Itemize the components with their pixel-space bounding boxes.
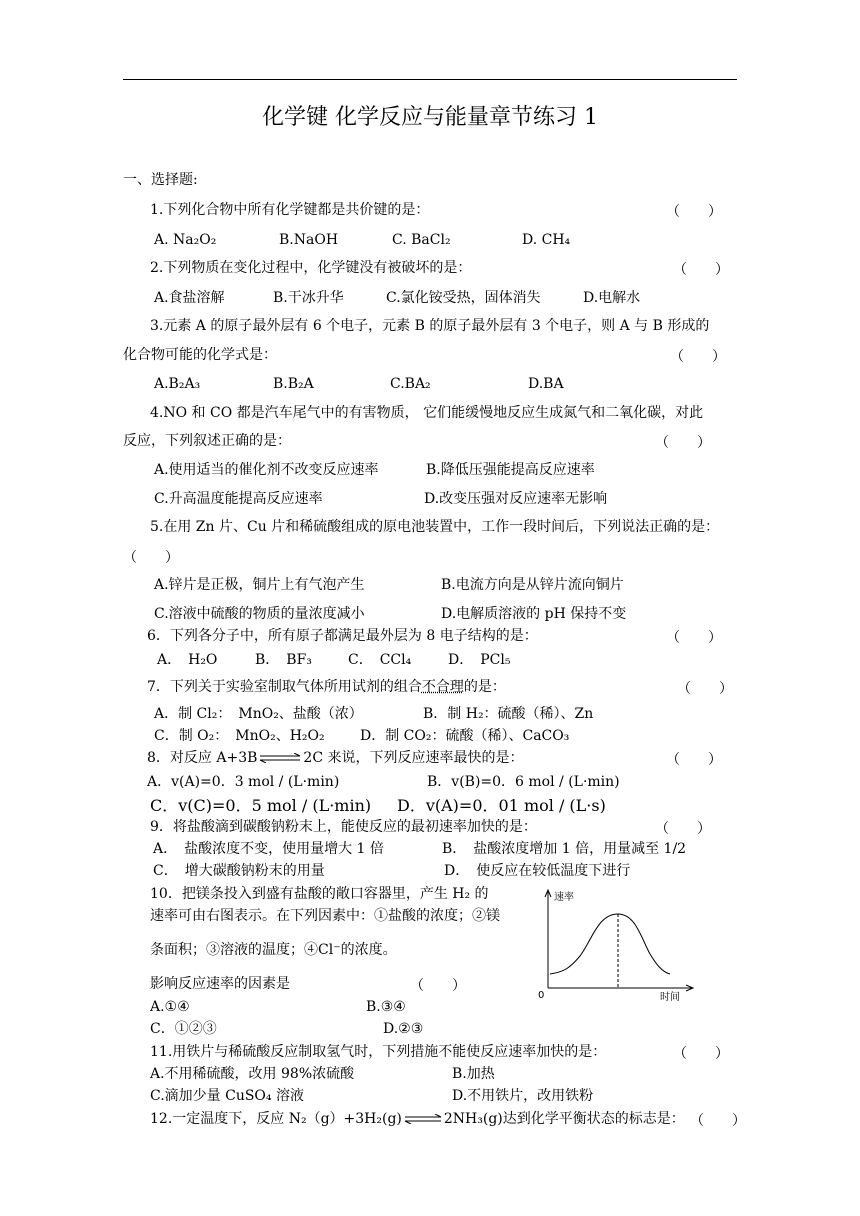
q1-stem: 1.下列化合物中所有化学键都是共价键的是： (150, 202, 430, 218)
q10-option-c[interactable]: C．①②③ (150, 1021, 217, 1037)
q6-answer-blank[interactable]: （ ） (666, 630, 722, 646)
q11-option-c[interactable]: C.滴加少量 CuSO₄ 溶液 (150, 1088, 304, 1104)
q5-answer-blank[interactable]: （ ） (123, 550, 179, 566)
q2-stem: 2.下列物质在变化过程中，化学键没有被破坏的是： (150, 260, 472, 276)
q2-answer-blank[interactable]: （ ） (673, 262, 729, 278)
q3-answer-blank[interactable]: （ ） (670, 349, 726, 365)
q10-answer-blank[interactable]: （ ） (410, 978, 466, 994)
q12-stem: 12.一定温度下，反应 N₂（g）+3H₂(g) 2NH₃(g)达到化学平衡状态的标志是： (150, 1111, 685, 1127)
q4-option-d[interactable]: D.改变压强对反应速率无影响 (424, 491, 608, 507)
q5-option-c[interactable]: C.溶液中硫酸的物质的量浓度减小 (154, 606, 365, 622)
q8-answer-blank[interactable]: （ ） (666, 752, 722, 768)
q4-stem-line2: 反应，下列叙述正确的是： (123, 433, 291, 449)
q8-stem: 8．对反应 A+3B 2C 来说，下列反应速率最快的是： (147, 750, 524, 766)
q5-option-a[interactable]: A.锌片是正极，铜片上有气泡产生 (154, 577, 365, 593)
q11-stem: 11.用铁片与稀硫酸反应制取氢气时，下列措施不能使反应速率加快的是： (150, 1044, 607, 1060)
q7-option-b[interactable]: B．制 H₂：硫酸（稀）、Zn (423, 706, 594, 722)
q1-option-c[interactable]: C. BaCl₂ (392, 232, 451, 248)
q7-answer-blank[interactable]: （ ） (677, 681, 733, 697)
q11-option-d[interactable]: D.不用铁片，改用铁粉 (452, 1088, 594, 1104)
page-title: 化学键 化学反应与能量章节练习 1 (262, 105, 598, 130)
q10-option-a[interactable]: A.①④ (150, 999, 190, 1015)
q7-option-a[interactable]: A．制 Cl₂： MnO₂、盐酸（浓） (154, 706, 363, 722)
q9-option-d[interactable]: D． 使反应在较低温度下进行 (444, 863, 631, 879)
q9-option-c[interactable]: C． 增大碳酸钠粉末的用量 (153, 863, 325, 879)
q10-stem-line1: 10．把镁条投入到盛有盐酸的敞口容器里，产生 H₂ 的 (150, 886, 489, 902)
q4-option-b[interactable]: B.降低压强能提高反应速率 (426, 462, 595, 478)
equilibrium-arrow-icon (258, 753, 302, 763)
q9-stem: 9．将盐酸滴到碳酸钠粉末上，能使反应的最初速率加快的是： (150, 819, 537, 835)
rate-time-graph (536, 884, 700, 1004)
q10-stem-line3: 条面积；③溶液的温度；④Cl⁻的浓度。 (150, 942, 397, 958)
q2-option-c[interactable]: C.氯化铵受热，固体消失 (386, 290, 541, 306)
q6-stem: 6．下列各分子中，所有原子都满足最外层为 8 电子结构的是： (147, 628, 538, 644)
q7-option-c[interactable]: C．制 O₂： MnO₂、H₂O₂ (154, 728, 325, 744)
q9-answer-blank[interactable]: （ ） (655, 821, 711, 837)
q5-option-d[interactable]: D.电解质溶液的 pH 保持不变 (441, 606, 627, 622)
q1-option-b[interactable]: B.NaOH (279, 232, 339, 248)
q1-answer-blank[interactable]: （ ） (666, 204, 722, 220)
q6-option-d[interactable]: D． PCl₅ (448, 652, 511, 668)
q5-option-b[interactable]: B.电流方向是从锌片流向铜片 (441, 577, 624, 593)
q6-option-c[interactable]: C． CCl₄ (348, 652, 412, 668)
q3-option-d[interactable]: D.BA (528, 376, 564, 392)
q1-option-a[interactable]: A. Na₂O₂ (154, 232, 217, 248)
q1-option-d[interactable]: D. CH₄ (522, 232, 571, 248)
q8-option-a[interactable]: A．v(A)=0．3 mol / (L·min) (147, 774, 340, 790)
section-heading: 一、选择题: (123, 172, 198, 188)
rate-curve (550, 914, 670, 974)
q4-option-c[interactable]: C.升高温度能提高反应速率 (154, 491, 323, 507)
q3-stem-line1: 3.元素 A 的原子最外层有 6 个电子，元素 B 的原子最外层有 3 个电子，则 A 与 B 形成的 (150, 318, 710, 334)
q5-stem-line1: 5.在用 Zn 片、Cu 片和稀硫酸组成的原电池装置中，工作一段时间后，下列说法正确的是： (150, 519, 720, 535)
q8-option-c[interactable]: C．v(C)=0．5 mol / (L·min) (150, 796, 372, 815)
graph-origin: 0 (538, 990, 545, 1001)
q10-option-d[interactable]: D.②③ (383, 1021, 424, 1037)
q11-option-b[interactable]: B.加热 (452, 1066, 495, 1082)
q4-stem-line1: 4.NO 和 CO 都是汽车尾气中的有害物质， 它们能缓慢地反应生成氮气和二氧化碳，对此 (150, 405, 704, 421)
q6-option-a[interactable]: A． H₂O (157, 652, 218, 668)
q3-option-c[interactable]: C.BA₂ (390, 376, 431, 392)
equilibrium-arrow-icon (403, 1114, 443, 1124)
q6-option-b[interactable]: B． BF₃ (255, 652, 312, 668)
q10-stem-line4: 影响反应速率的因素是 (150, 976, 290, 992)
q11-answer-blank[interactable]: （ ） (673, 1046, 729, 1062)
q3-stem-line2: 化合物可能的化学式是： (123, 347, 277, 363)
q12-answer-blank[interactable]: （ ） (690, 1113, 746, 1129)
q7-stem: 7．下列关于实验室制取气体所用试剂的组合不合理的是： (147, 679, 506, 695)
q11-option-a[interactable]: A.不用稀硫酸，改用 98%浓硫酸 (150, 1066, 355, 1082)
graph-ylabel: 速率 (554, 892, 574, 903)
q2-option-b[interactable]: B.干冰升华 (273, 290, 344, 306)
q3-option-b[interactable]: B.B₂A (273, 376, 314, 392)
q8-option-b[interactable]: B．v(B)=0．6 mol / (L·min) (427, 774, 620, 790)
header-rule (123, 79, 737, 80)
graph-xlabel: 时间 (660, 992, 680, 1003)
q2-option-d[interactable]: D.电解水 (583, 290, 641, 306)
q10-option-b[interactable]: B.③④ (366, 999, 406, 1015)
q2-option-a[interactable]: A.食盐溶解 (154, 290, 225, 306)
q9-option-b[interactable]: B． 盐酸浓度增加 1 倍，用量减至 1/2 (442, 841, 687, 857)
q7-option-d[interactable]: D．制 CO₂：硫酸（稀）、CaCO₃ (360, 728, 570, 744)
q3-option-a[interactable]: A.B₂A₃ (154, 376, 201, 392)
q10-stem-line2: 速率可由右图表示。在下列因素中：①盐酸的浓度；②镁 (150, 908, 500, 924)
q9-option-a[interactable]: A． 盐酸浓度不变，使用量增大 1 倍 (153, 841, 384, 857)
q8-option-d[interactable]: D．v(A)=0．01 mol / (L·s) (397, 796, 606, 815)
q4-option-a[interactable]: A.使用适当的催化剂不改变反应速率 (154, 462, 379, 478)
q4-answer-blank[interactable]: （ ） (655, 435, 711, 451)
